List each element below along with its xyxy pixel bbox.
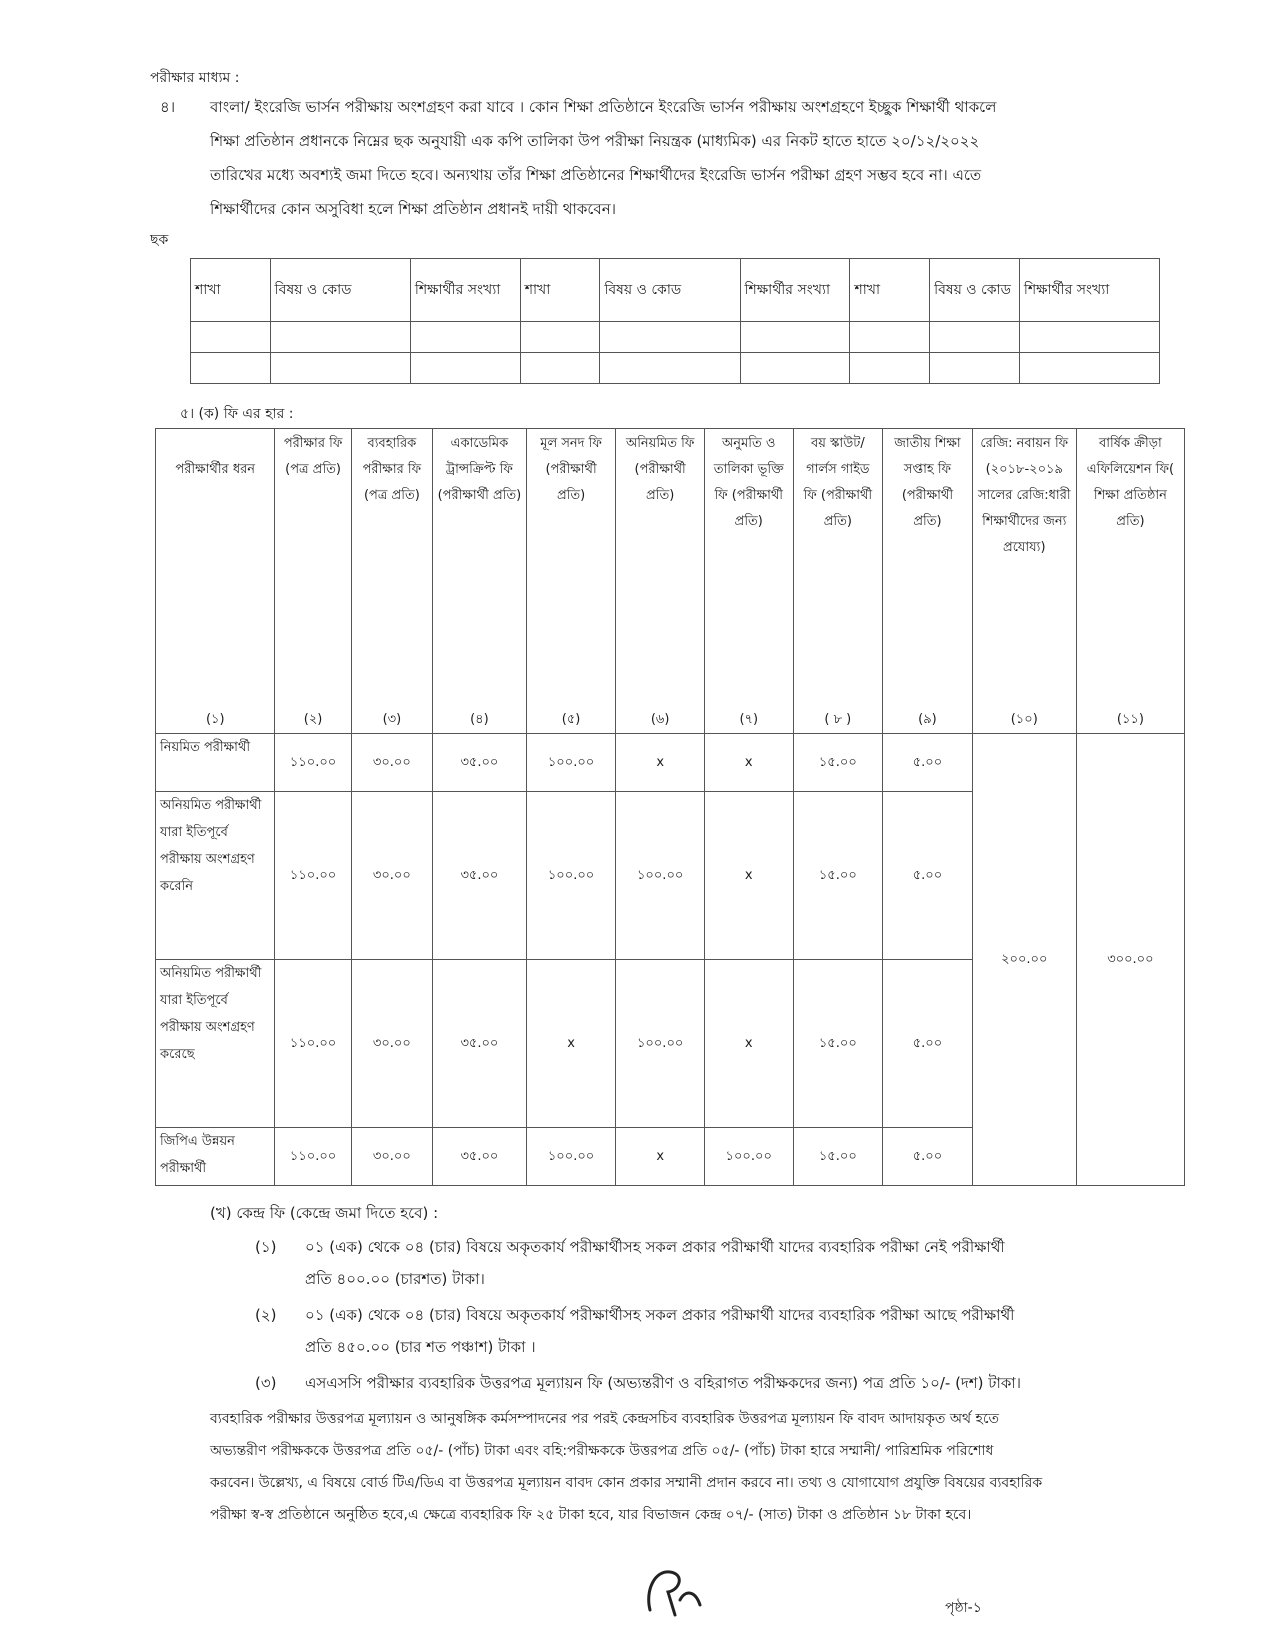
fee-header-cell: রেজি: নবায়ন ফি (২০১৮-২০১৯ সালের রেজি:ধারী শিক্ষার্থীদের জন্য প্রযোয্য) — [972, 429, 1076, 708]
fee-cell: ৫.০০ — [883, 960, 973, 1128]
practical-fee-para-line1: ব্যবহারিক পরীক্ষার উত্তরপত্র মূল্যায়ন ও আনুষঙ্গিক কর্মসম্পাদনের পর পরই কেন্দ্রসচিব ব্যবহারিক উত্তরপত্র মূল্যায়ন ফি বাবদ আদায়কৃত অর্থ হতে — [210, 1411, 999, 1427]
column-number: (১) — [156, 707, 275, 734]
fee-cell: ১০০.০০ — [616, 792, 705, 960]
centre-fee-heading: (খ) কেন্দ্র ফি (কেন্দ্রে জমা দিতে হবে) : — [210, 1204, 439, 1222]
chhok-table — [190, 258, 1160, 384]
fee-cell: x — [704, 734, 793, 792]
fee-cell: ১৫.০০ — [793, 734, 883, 792]
column-number: (২) — [275, 707, 351, 734]
column-number: ( ৮ ) — [793, 707, 883, 734]
sports-affiliation-fee: ৩০০.০০ — [1076, 734, 1184, 1186]
examinee-type: জিপিএ উন্নয়ন পরীক্ষার্থী — [156, 1128, 275, 1186]
reg-renewal-fee: ২০০.০০ — [972, 734, 1076, 1186]
fee-header-cell: অনিয়মিত ফি (পরীক্ষার্থী প্রতি) — [616, 429, 705, 708]
fee-header-cell: বার্ষিক ক্রীড়া এফিলিয়েশন ফি( শিক্ষা প্রতিষ্ঠান প্রতি) — [1076, 429, 1184, 708]
practical-fee-para-line4: পরীক্ষা স্ব-স্ব প্রতিষ্ঠানে অনুষ্ঠিত হবে,এ ক্ষেত্রে ব্যবহারিক ফি ২৫ টাকা হবে, যার বিভাজন কেন্দ্র ০৭/- (সাত) টাকা ও প্রতিষ্ঠান ১৮ টাকা হবে। — [210, 1507, 972, 1523]
item4-line2: শিক্ষা প্রতিষ্ঠান প্রধানকে নিম্নের ছক অনুযায়ী এক কপি তালিকা উপ পরীক্ষা নিয়ন্ত্রক (মাধ্যমিক) এর নিকট হাতে হাতে ২০/১২/২০২২ — [210, 132, 980, 150]
fee-cell: ৩০.০০ — [351, 792, 432, 960]
fee-row — [156, 734, 1185, 792]
fee-header-cell: মূল সনদ ফি (পরীক্ষার্থী প্রতি) — [526, 429, 616, 708]
chhok-label: ছক — [150, 232, 169, 248]
centre-fee-item2-number: (২) — [255, 1306, 277, 1324]
fee-cell: ১০০.০০ — [616, 960, 705, 1128]
fee-cell: ৩৫.০০ — [433, 734, 527, 792]
chhok-header-cell: শাখা — [850, 259, 930, 322]
fee-header-cell: একাডেমিক ট্রান্সক্রিপ্ট ফি (পরীক্ষার্থী প্রতি) — [433, 429, 527, 708]
centre-fee-item3-number: (৩) — [255, 1374, 277, 1392]
fee-table — [155, 428, 1185, 1186]
fee-cell: ১৫.০০ — [793, 792, 883, 960]
chhok-header-cell: বিষয় ও কোড — [600, 259, 740, 322]
fee-heading: ৫। (ক) ফি এর হার : — [180, 406, 294, 422]
column-number: (৬) — [616, 707, 705, 734]
centre-fee-item1-line2: প্রতি ৪০০.০০ (চারশত) টাকা। — [305, 1270, 485, 1288]
fee-header-cell: পরীক্ষার ফি (পত্র প্রতি) — [275, 429, 351, 708]
centre-fee-item1-number: (১) — [255, 1238, 277, 1256]
chhok-header-cell: শাখা — [191, 259, 271, 322]
fee-header-row — [156, 429, 1185, 708]
chhok-header-cell: বিষয় ও কোড — [270, 259, 410, 322]
fee-cell: ৩০.০০ — [351, 960, 432, 1128]
fee-cell: ১৫.০০ — [793, 1128, 883, 1186]
practical-fee-para-line2: অভ্যন্তরীণ পরীক্ষককে উত্তরপত্র প্রতি ০৫/- (পাঁচ) টাকা এবং বহি:পরীক্ষককে উত্তরপত্র প্রতি ০৫/- (পাঁচ) টাকা হারে সম্মানী/ পারিশ্রমিক পরিশোধ — [210, 1443, 994, 1459]
fee-cell: ৫.০০ — [883, 734, 973, 792]
item4-number: ৪। — [160, 98, 176, 116]
examinee-type: নিয়মিত পরীক্ষার্থী — [156, 734, 275, 792]
fee-cell: ১০০.০০ — [526, 1128, 616, 1186]
signature-mark — [640, 1560, 710, 1620]
column-number: (১০) — [972, 707, 1076, 734]
item4-line1: বাংলা/ ইংরেজি ভার্সন পরীক্ষায় অংশগ্রহণ করা যাবে । কোন শিক্ষা প্রতিষ্ঠানে ইংরেজি ভার্সন পরীক্ষায় অংশগ্রহণে ইচ্ছুক শিক্ষার্থী থাকলে — [210, 98, 997, 116]
chhok-header-cell: শিক্ষার্থীর সংখ্যা — [740, 259, 850, 322]
fee-cell: ১০০.০০ — [526, 734, 616, 792]
fee-cell: ১১০.০০ — [275, 792, 351, 960]
fee-cell: ১১০.০০ — [275, 734, 351, 792]
fee-cell: ৩০.০০ — [351, 734, 432, 792]
centre-fee-item2-line1: ০১ (এক) থেকে ০৪ (চার) বিষয়ে অকৃতকার্য পরীক্ষার্থীসহ সকল প্রকার পরীক্ষার্থী যাদের ব্যবহারিক পরীক্ষা আছে পরীক্ষার্থী — [305, 1306, 1015, 1324]
fee-cell: ১০০.০০ — [704, 1128, 793, 1186]
fee-cell: x — [616, 1128, 705, 1186]
centre-fee-item1-line1: ০১ (এক) থেকে ০৪ (চার) বিষয়ে অকৃতকার্য পরীক্ষার্থীসহ সকল প্রকার পরীক্ষার্থী যাদের ব্যবহারিক পরীক্ষা নেই পরীক্ষার্থী — [305, 1238, 1005, 1256]
fee-header-cell: জাতীয় শিক্ষা সপ্তাহ ফি (পরীক্ষার্থী প্রতি) — [883, 429, 973, 708]
practical-fee-para-line3: করবেন। উল্লেখ্য, এ বিষয়ে বোর্ড টিএ/ডিএ বা উত্তরপত্র মূল্যায়ন বাবদ কোন প্রকার সম্মানী প্রদান করবে না। তথ্য ও যোগাযোগ প্রযুক্তি বিষয়ের ব্যবহারিক — [210, 1475, 1043, 1491]
fee-cell: ১০০.০০ — [526, 792, 616, 960]
fee-header-cell: পরীক্ষার্থীর ধরন — [156, 429, 275, 708]
examinee-type: অনিয়মিত পরীক্ষার্থী যারা ইতিপূর্বে পরীক্ষায় অংশগ্রহণ করেনি — [156, 792, 275, 960]
column-number: (৩) — [351, 707, 432, 734]
exam-medium-heading: পরীক্ষার মাধ্যম : — [150, 70, 240, 86]
fee-header-cell: ব্যবহারিক পরীক্ষার ফি (পত্র প্রতি) — [351, 429, 432, 708]
fee-cell: ৫.০০ — [883, 792, 973, 960]
fee-cell: ৩৫.০০ — [433, 960, 527, 1128]
fee-cell: x — [616, 734, 705, 792]
centre-fee-item2-line2: প্রতি ৪৫০.০০ (চার শত পঞ্চাশ) টাকা । — [305, 1338, 536, 1356]
chhok-header-cell: শাখা — [520, 259, 600, 322]
fee-header-cell: বয় স্কাউট/ গার্লস গাইড ফি (পরীক্ষার্থী প্রতি) — [793, 429, 883, 708]
chhok-header-cell: শিক্ষার্থীর সংখ্যা — [1019, 259, 1159, 322]
column-number: (৪) — [433, 707, 527, 734]
fee-header-cell: অনুমতি ও তালিকা ভূক্তি ফি (পরীক্ষার্থী প্রতি) — [704, 429, 793, 708]
fee-column-number-row — [156, 707, 1185, 734]
item4-line4: শিক্ষার্থীদের কোন অসুবিধা হলে শিক্ষা প্রতিষ্ঠান প্রধানই দায়ী থাকবেন। — [210, 200, 617, 218]
fee-cell: x — [704, 960, 793, 1128]
column-number: (৭) — [704, 707, 793, 734]
chhok-header-cell: শিক্ষার্থীর সংখ্যা — [410, 259, 520, 322]
chhok-header-row — [191, 259, 1160, 322]
fee-cell: ১১০.০০ — [275, 1128, 351, 1186]
fee-cell: ৩০.০০ — [351, 1128, 432, 1186]
fee-cell: x — [526, 960, 616, 1128]
chhok-empty-row — [191, 322, 1160, 353]
page-number: পৃষ্ঠা-১ — [945, 1600, 982, 1616]
fee-cell: ৩৫.০০ — [433, 1128, 527, 1186]
item4-line3: তারিখের মধ্যে অবশ্যই জমা দিতে হবে। অন্যথায় তাঁর শিক্ষা প্রতিষ্ঠানের শিক্ষার্থীদের ইংরেজি ভার্সন পরীক্ষা গ্রহণ সম্ভব হবে না। এতে — [210, 166, 982, 184]
column-number: (৫) — [526, 707, 616, 734]
column-number: (৯) — [883, 707, 973, 734]
column-number: (১১) — [1076, 707, 1184, 734]
fee-cell: ৩৫.০০ — [433, 792, 527, 960]
fee-cell: ১১০.০০ — [275, 960, 351, 1128]
chhok-header-cell: বিষয় ও কোড — [930, 259, 1020, 322]
fee-cell: x — [704, 792, 793, 960]
chhok-empty-row — [191, 353, 1160, 384]
examinee-type: অনিয়মিত পরীক্ষার্থী যারা ইতিপূর্বে পরীক্ষায় অংশগ্রহণ করেছে — [156, 960, 275, 1128]
fee-cell: ৫.০০ — [883, 1128, 973, 1186]
fee-cell: ১৫.০০ — [793, 960, 883, 1128]
centre-fee-item3-line1: এসএসসি পরীক্ষার ব্যবহারিক উত্তরপত্র মূল্যায়ন ফি (অভ্যন্তরীণ ও বহিরাগত পরীক্ষকদের জন্য) পত্র প্রতি ১০/- (দশ) টাকা। — [305, 1374, 1022, 1392]
